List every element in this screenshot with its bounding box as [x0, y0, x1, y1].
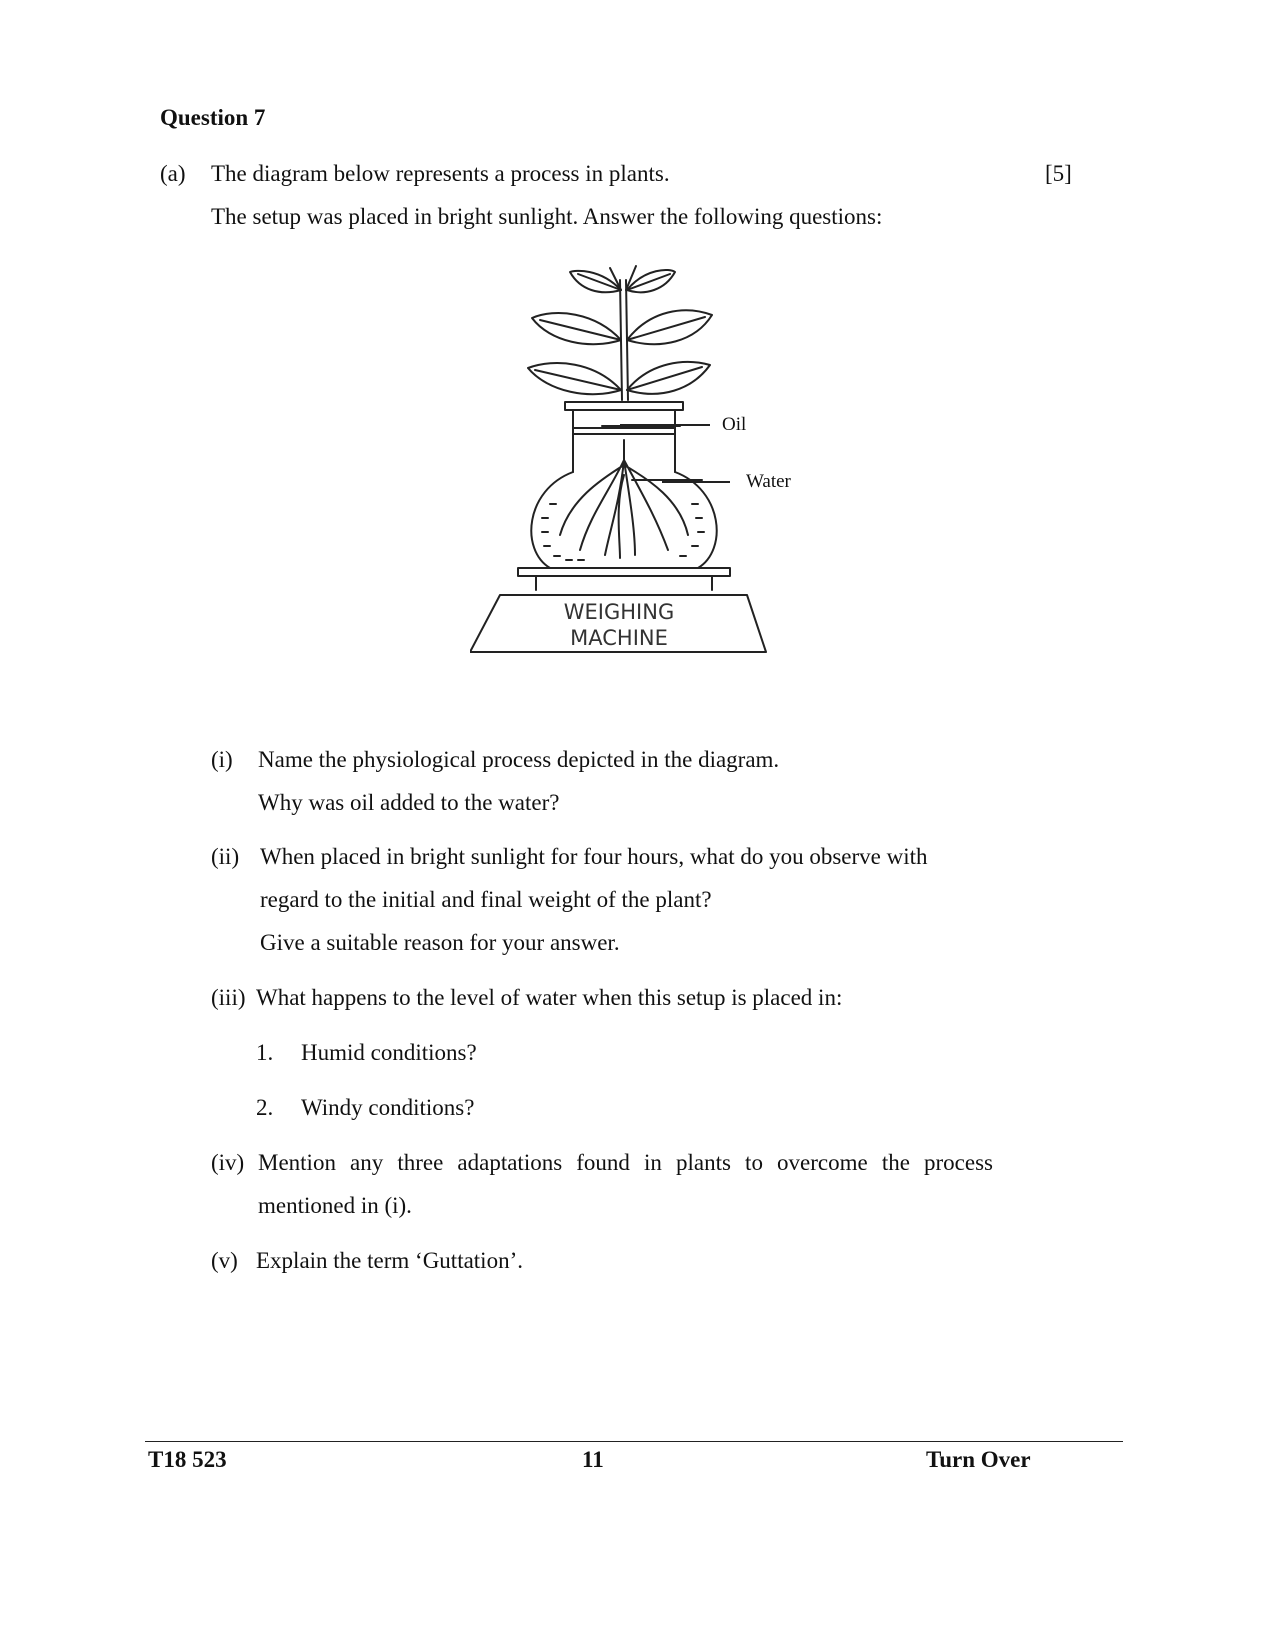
label-water: Water: [746, 471, 791, 492]
sub-v-num: (v): [211, 1248, 238, 1273]
sub-iii-item1-text: Humid conditions?: [301, 1040, 477, 1065]
machine-label-line1: WEIGHING: [563, 600, 675, 624]
flask-rim: [565, 402, 683, 410]
part-a-line1: The diagram below represents a process in plants.: [211, 161, 670, 186]
sub-i-line2: Why was oil added to the water?: [258, 790, 560, 815]
sub-ii-line2: regard to the initial and final weight of the plant?: [260, 887, 712, 912]
sub-iii-item1-num: 1.: [256, 1040, 274, 1065]
platform: [518, 568, 730, 576]
sub-ii-num: (ii): [211, 844, 240, 869]
footer-turn-over: Turn Over: [926, 1447, 1031, 1472]
sub-ii-line3: Give a suitable reason for your answer.: [260, 930, 620, 955]
sub-i-line1: Name the physiological process depicted in the diagram.: [258, 747, 780, 772]
machine-label-line2: MACHINE: [570, 626, 668, 650]
sub-iii-item2-num: 2.: [256, 1095, 274, 1120]
sub-v-line1: Explain the term ‘Guttation’.: [256, 1248, 523, 1273]
label-oil: Oil: [722, 414, 747, 435]
sub-iii-num: (iii): [211, 985, 246, 1010]
marks: [5]: [1045, 161, 1072, 186]
footer-code: T18 523: [148, 1447, 227, 1472]
sub-iv-num: (iv): [211, 1150, 245, 1175]
part-a-line2: The setup was placed in bright sunlight. Answer the following questions:: [211, 204, 883, 229]
sub-i-num: (i): [211, 747, 233, 772]
sub-iv-line2: mentioned in (i).: [258, 1193, 412, 1218]
part-a-label: (a): [160, 161, 186, 186]
sub-iii-item2-text: Windy conditions?: [301, 1095, 475, 1120]
footer-page-number: 11: [582, 1447, 604, 1472]
sub-ii-line1: When placed in bright sunlight for four hours, what do you observe with: [260, 844, 928, 869]
label-pointers: [600, 420, 740, 500]
footer-rule: [145, 1441, 1123, 1442]
sub-iv-line1: Mention any three adaptations found in plants to overcome the process: [258, 1150, 993, 1175]
question-title: Question 7: [160, 105, 266, 130]
sub-iii-line1: What happens to the level of water when this setup is placed in:: [256, 985, 843, 1010]
